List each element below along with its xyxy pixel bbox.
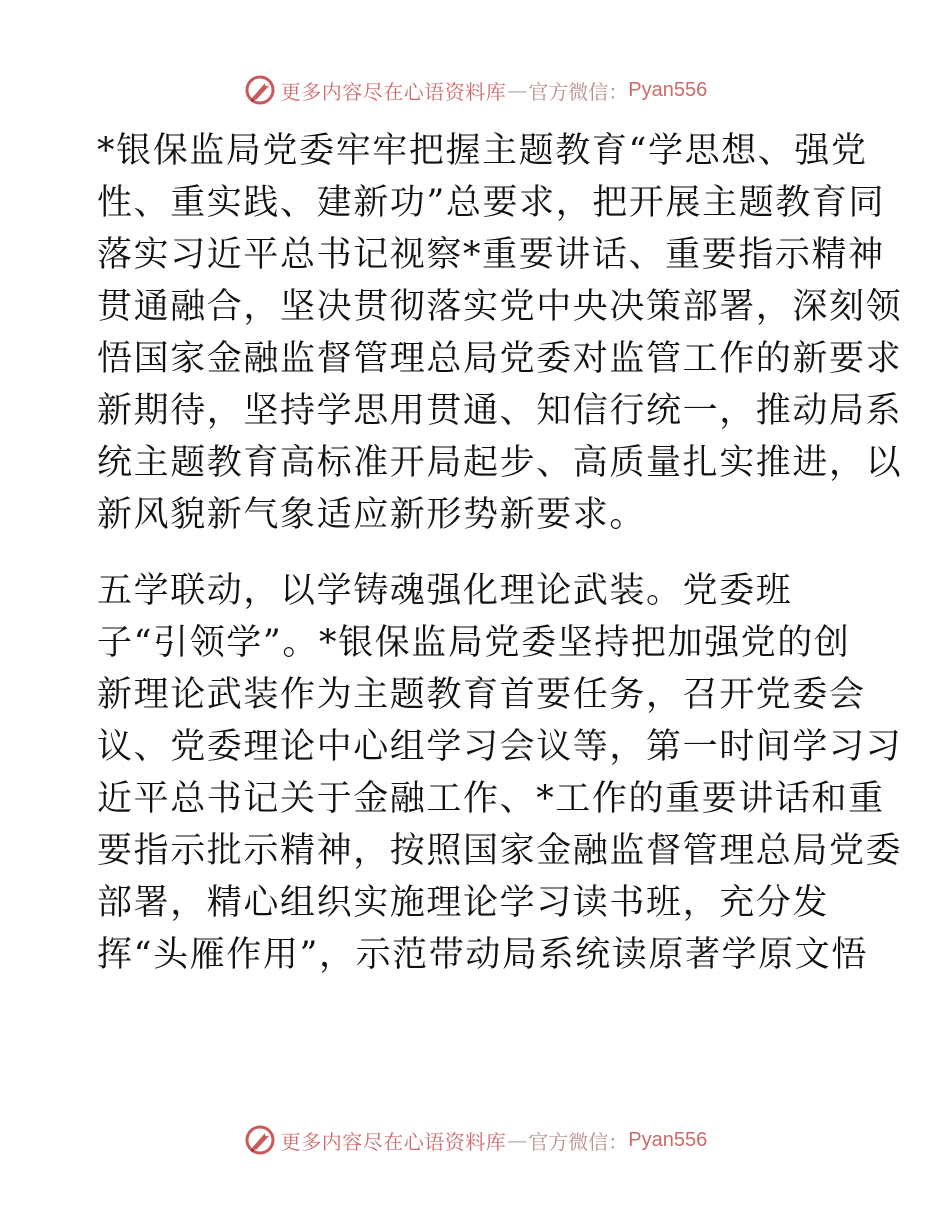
text-line: 落实习近平总书记视察*重要讲话、重要指示精神	[97, 235, 885, 275]
banner-text: 更多内容尽在心语资料库	[280, 79, 507, 104]
text-line: 子“引领学”。*银保监局党委坚持把加强党的创	[97, 623, 851, 663]
text-line: 新期待，坚持学思用贯通、知信行统一，推动局系	[97, 391, 903, 431]
banner-wechat-label: 官方微信：	[528, 1129, 629, 1154]
text-line: 挥“头雁作用”，示范带动局系统读原著学原文悟	[97, 935, 868, 975]
paragraph-gap	[97, 541, 857, 565]
text-line: 五学联动，以学铸魂强化理论武装。党委班	[97, 571, 793, 611]
pen-circle-logo-icon	[243, 1123, 277, 1157]
text-line: 统主题教育高标准开局起步、高质量扎实推进，以	[97, 443, 903, 483]
text-line: 性、重实践、建新功”总要求，把开展主题教育同	[97, 183, 886, 223]
text-line: 新风貌新气象适应新形势新要求。	[97, 495, 647, 535]
paragraph-1	[97, 125, 903, 541]
footer-watermark-banner	[0, 1120, 950, 1160]
header-watermark-banner	[0, 70, 950, 110]
text-line: *银保监局党委牢牢把握主题教育“学思想、强党	[97, 131, 868, 171]
banner-wechat-id: Pyan556	[628, 1128, 708, 1151]
document-body	[97, 125, 903, 981]
text-line: 议、党委理论中心组学习会议等，第一时间学习习	[97, 727, 903, 767]
banner-separator: —	[507, 1128, 528, 1152]
text-line: 要指示批示精神，按照国家金融监督管理总局党委	[97, 831, 903, 871]
banner-text: 更多内容尽在心语资料库	[280, 1129, 507, 1154]
banner-wechat-label: 官方微信：	[528, 79, 629, 104]
text-line: 贯通融合，坚决贯彻落实党中央决策部署，深刻领	[97, 287, 903, 327]
text-line: 新理论武装作为主题教育首要任务，召开党委会	[97, 675, 866, 715]
banner-wechat-id: Pyan556	[628, 78, 708, 101]
text-line: 近平总书记关于金融工作、*工作的重要讲话和重	[97, 779, 885, 819]
text-line: 悟国家金融监督管理总局党委对监管工作的新要求	[97, 339, 903, 379]
pen-circle-logo-icon	[243, 73, 277, 107]
paragraph-2	[97, 565, 903, 981]
banner-separator: —	[507, 78, 528, 102]
text-line: 部署，精心组织实施理论学习读书班，充分发	[97, 883, 830, 923]
